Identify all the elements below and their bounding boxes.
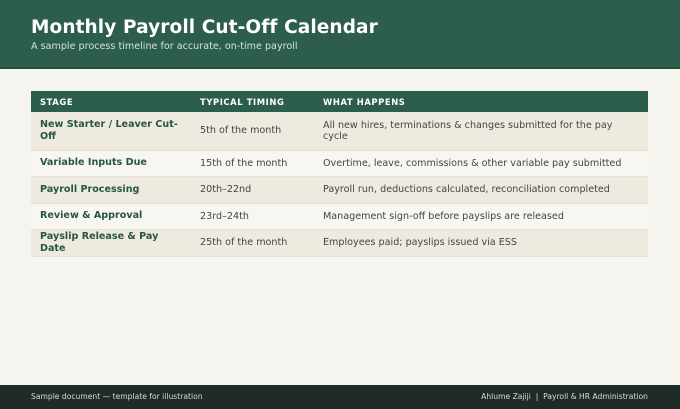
- table-row: [31, 230, 648, 257]
- what-happens-cell: Payroll run, deductions calculated, reconciliation completed: [314, 177, 648, 204]
- what-happens-cell: All new hires, terminations & changes submitted for the pay cycle: [314, 112, 648, 150]
- timing-cell: 5th of the month: [191, 112, 314, 150]
- footer-disclaimer: Sample document — template for illustration: [31, 392, 203, 401]
- what-happens-cell: Overtime, leave, commissions & other variable pay submitted: [314, 150, 648, 177]
- stage-cell: Payslip Release & Pay Date: [31, 230, 191, 257]
- table-header-row: [31, 91, 648, 112]
- timing-cell: 23rd–24th: [191, 203, 314, 230]
- column-header-timing: TYPICAL TIMING: [191, 91, 314, 112]
- column-header-stage: STAGE: [31, 91, 191, 112]
- stage-cell: Variable Inputs Due: [31, 150, 191, 177]
- timing-cell: 25th of the month: [191, 230, 314, 257]
- table-row: [31, 177, 648, 204]
- stage-cell: Payroll Processing: [31, 177, 191, 204]
- page-subtitle: A sample process timeline for accurate, on-time payroll: [31, 41, 298, 52]
- what-happens-cell: Management sign-off before payslips are released: [314, 203, 648, 230]
- table-row: [31, 112, 648, 150]
- table-row: [31, 203, 648, 230]
- page-title: Monthly Payroll Cut-Off Calendar: [31, 17, 378, 38]
- page-header: [0, 0, 680, 69]
- table-row: [31, 150, 648, 177]
- stage-cell: Review & Approval: [31, 203, 191, 230]
- timing-cell: 15th of the month: [191, 150, 314, 177]
- page-footer: [0, 385, 680, 409]
- payroll-calendar-table: [31, 91, 648, 257]
- what-happens-cell: Employees paid; payslips issued via ESS: [314, 230, 648, 257]
- column-header-what-happens: WHAT HAPPENS: [314, 91, 648, 112]
- footer-author: Ahlume Zajiji | Payroll & HR Administration: [481, 392, 648, 401]
- timing-cell: 20th–22nd: [191, 177, 314, 204]
- stage-cell: New Starter / Leaver Cut-Off: [31, 112, 191, 150]
